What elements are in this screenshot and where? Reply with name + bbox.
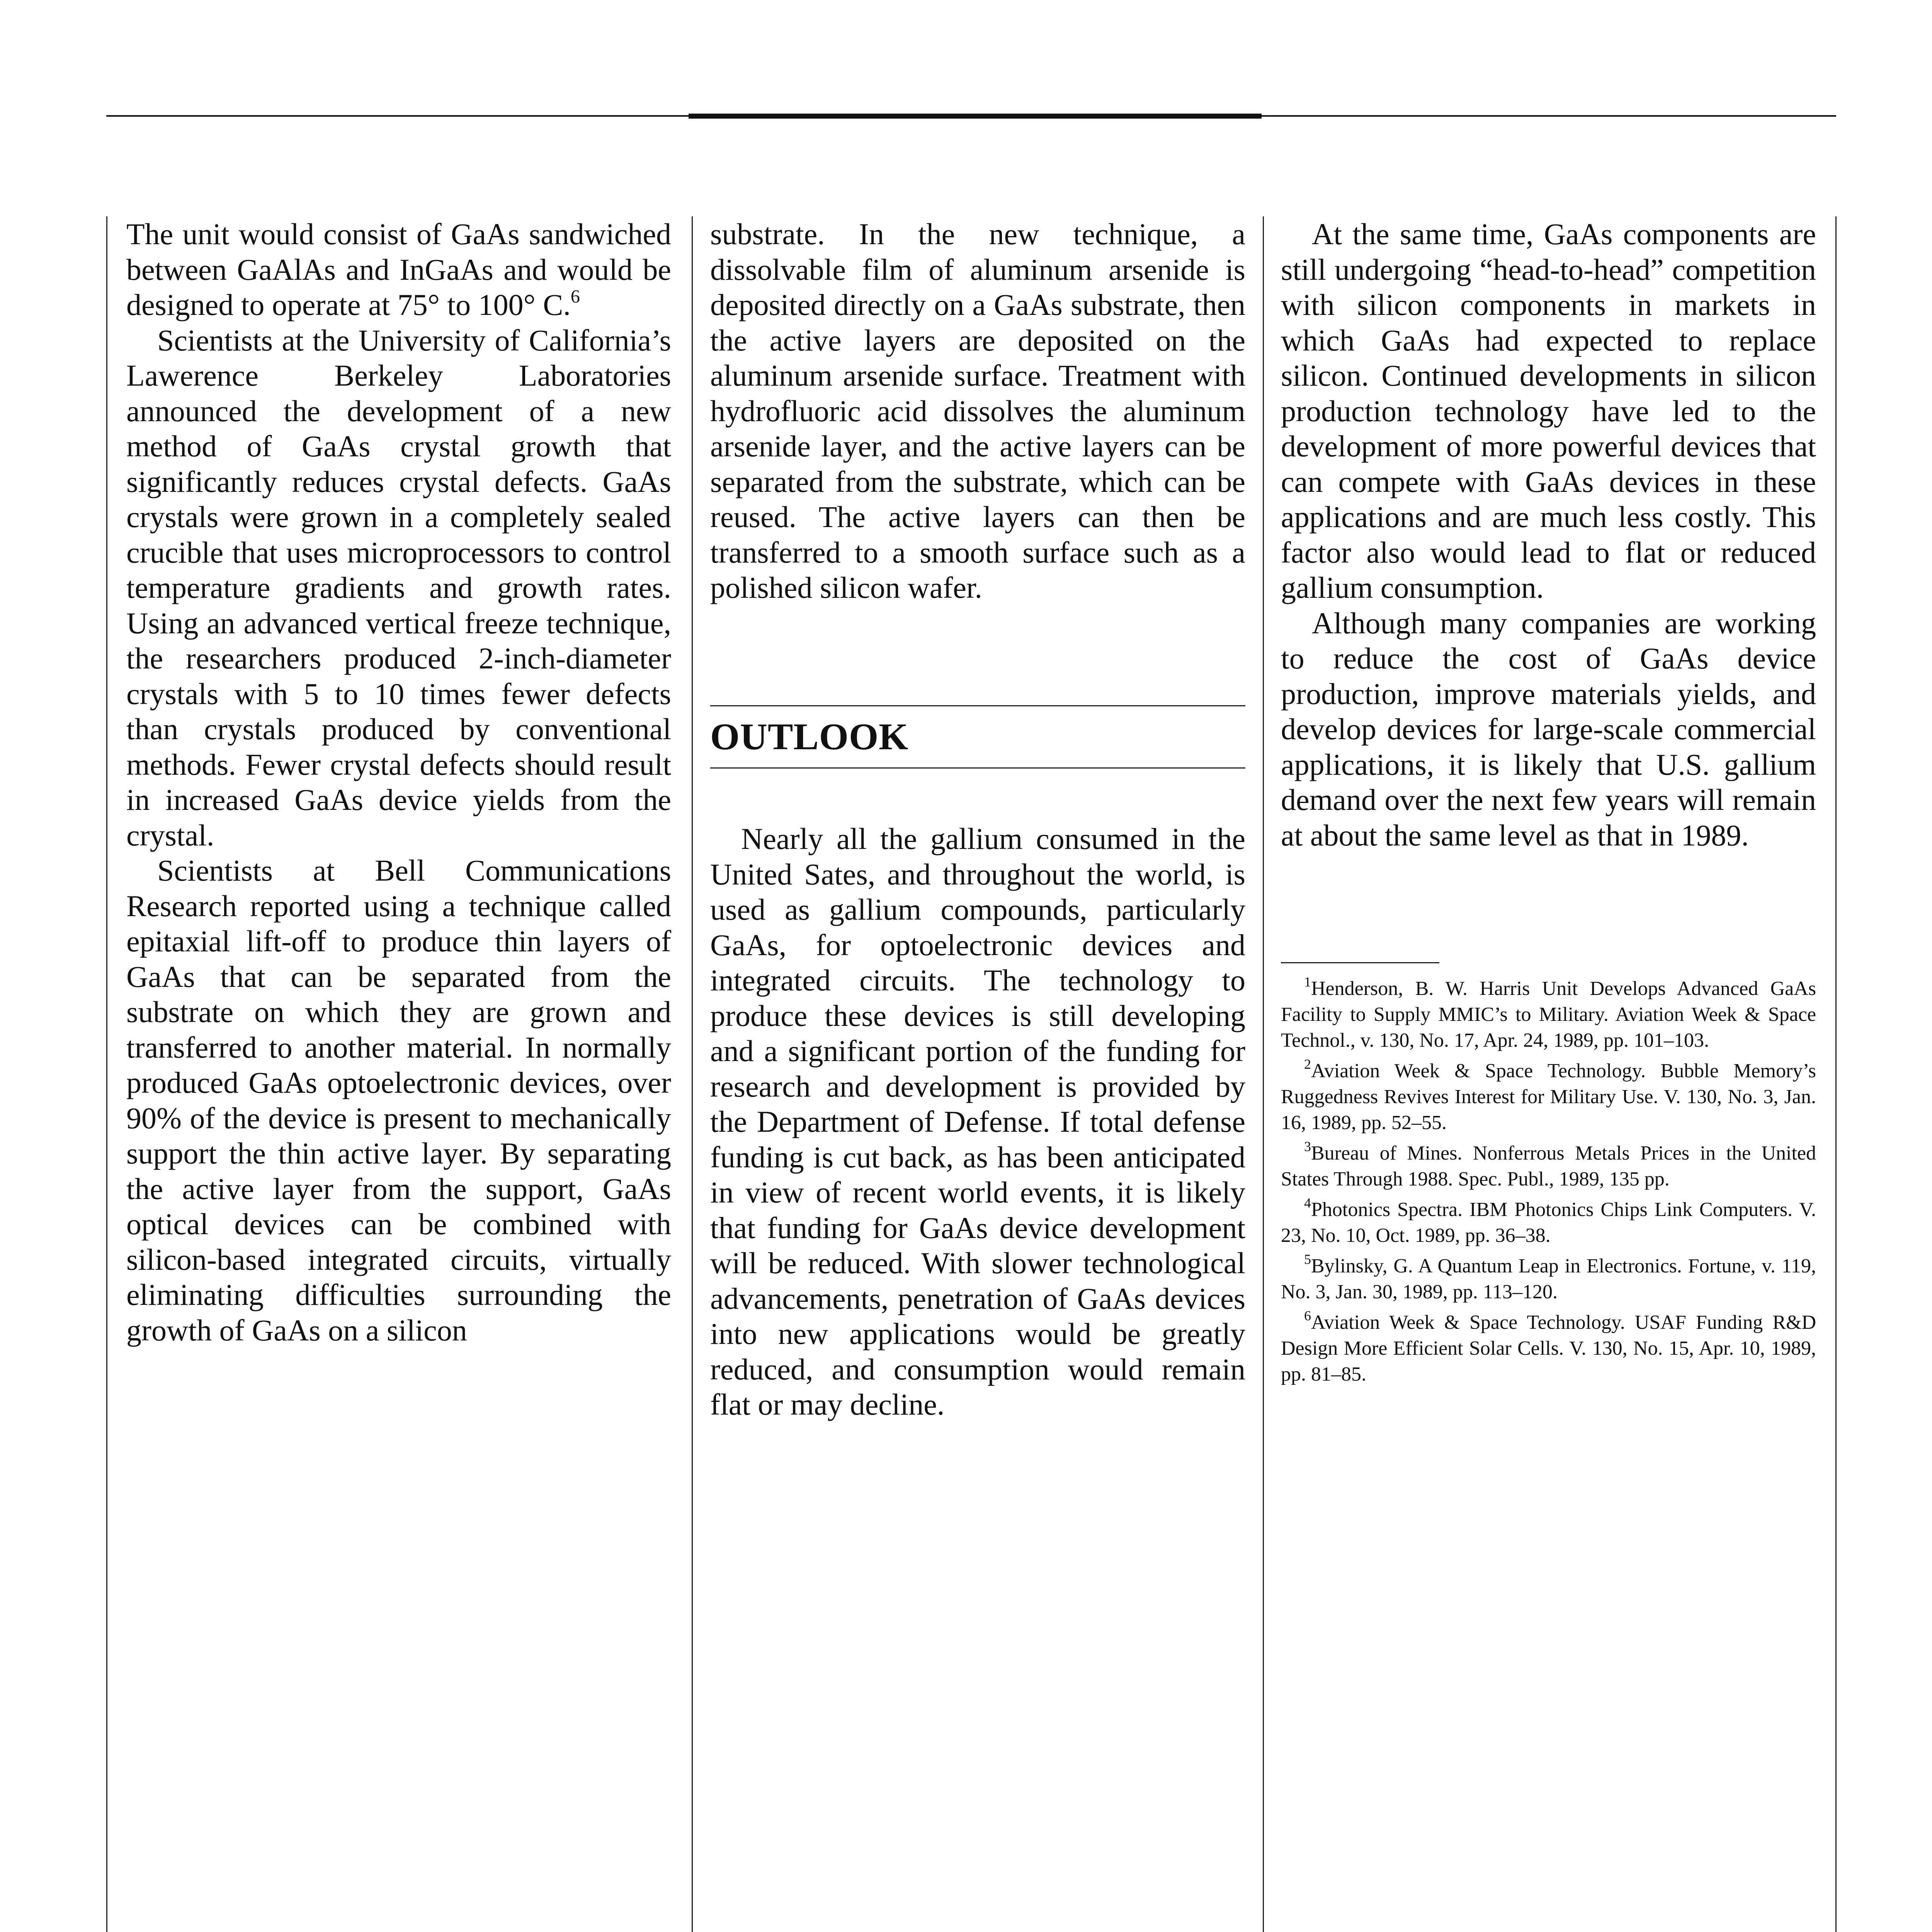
column-divider-1 (692, 216, 693, 1932)
column-2-outlook (710, 821, 1245, 1422)
outlook-heading-block (710, 705, 1245, 769)
col2-paragraph-1: substrate. In the new technique, a dissolvable film of aluminum arsenide is deposited directly on a GaAs substrate, then the active layers are deposited on the aluminum arsenide surface. Treatment with hydrofluoric acid dissolves the aluminum arsenide layer, and the active layers can be separated from the substrate, which can be reused. The active layers can then be transferred to a smooth surface such as a polished silicon wafer. (710, 217, 1245, 604)
footnote-2: $^2$Aviation Week & Space Technology. Bubble Memory’s Ruggedness Revives Interest for Military Use. V. 130, No. 3, Jan. 16, 1989, pp. 52–55. (1281, 1056, 1816, 1134)
footnote-ref-6: 6 (570, 286, 580, 307)
footnote-rule (1281, 962, 1439, 963)
footnote-4: $^4$Photonics Spectra. IBM Photonics Chips Link Computers. V. 23, No. 10, Oct. 1989, pp. 36–38. (1281, 1195, 1816, 1247)
column-1 (126, 216, 671, 1348)
footnote-6: $^6$Aviation Week & Space Technology. USAF Funding R&D Design More Efficient Solar Cells. V. 130, No. 15, Apr. 10, 1989, pp. 81–85. (1281, 1308, 1816, 1385)
col3-paragraph-2: Although many companies are working to reduce the cost of GaAs device production, improve materials yields, and develop devices for large-scale commercial applications, it is likely that U.S. gallium demand over the next few years will remain at about the same level as that in 1989. (1281, 606, 1816, 852)
right-margin-rule (1835, 216, 1837, 1932)
left-margin-rule (106, 216, 107, 1932)
column-2 (710, 216, 1245, 605)
footnote-3: $^3$Bureau of Mines. Nonferrous Metals Prices in the United States Through 1988. Spec. Publ., 1989, 135 pp. (1281, 1139, 1816, 1190)
col1-paragraph-3: Scientists at Bell Communications Research reported using a technique called epitaxial lift-off to produce thin layers of GaAs that can be separated from the substrate on which they are grown and transferred to another material. In normally produced GaAs optoelectronic devices, over 90% of the device is present to mechanically support the thin active layer. By separating the active layer from the support, GaAs optical devices can be combined with silicon-based integrated circuits, virtually eliminating difficulties surrounding the growth of GaAs on a silicon (126, 854, 671, 1347)
header-rule-thick (689, 114, 1262, 119)
heading-rule-bottom (710, 767, 1245, 769)
col3-paragraph-1: At the same time, GaAs components are still undergoing “head-to-head” competition with silicon components in markets in which GaAs had expected to replace silicon. Continued developments in silicon production technology have led to the development of more powerful devices that can compete with GaAs devices in these applications and are much less costly. This factor also would lead to flat or reduced gallium consumption. (1281, 217, 1816, 604)
footnote-5: $^5$Bylinsky, G. A Quantum Leap in Electronics. Fortune, v. 119, No. 3, Jan. 30, 1989, pp. 113–120. (1281, 1252, 1816, 1303)
column-3 (1281, 216, 1816, 853)
footnotes (1281, 976, 1816, 1392)
col1-paragraph-2: Scientists at the University of California’s Lawerence Berkeley Laboratories announced the development of a new method of GaAs crystal growth that significantly reduces crystal defects. GaAs crystals were grown in a completely sealed crucible that uses microprocessors to control temperature gradients and growth rates. Using an advanced vertical freeze technique, the researchers produced 2-inch-diameter crystals with 5 to 10 times fewer defects than crystals produced by conventional methods. Fewer crystal defects should result in increased GaAs device yields from the crystal. (126, 323, 671, 852)
column-divider-2 (1263, 216, 1264, 1932)
col1-paragraph-1: The unit would consist of GaAs sandwiched between GaAlAs and InGaAs and would be designed to operate at 75° to 100° C.$^6$ (126, 217, 671, 321)
col2-paragraph-2: Nearly all the gallium consumed in the United Sates, and throughout the world, is used as gallium compounds, particularly GaAs, for optoelectronic devices and integrated circuits. The technology to produce these devices is still developing and a significant portion of the funding for research and development is provided by the Department of Defense. If total defense funding is cut back, as has been anticipated in view of recent world events, it is likely that funding for GaAs device development will be reduced. With slower technological advancements, penetration of GaAs devices into new applications would be greatly reduced, and consumption would remain flat or may decline. (710, 822, 1245, 1421)
footnote-1: $^1$Henderson, B. W. Harris Unit Develops Advanced GaAs Facility to Supply MMIC’s to Military. Aviation Week & Space Technol., v. 130, No. 17, Apr. 24, 1989, pp. 101–103. (1281, 974, 1816, 1051)
outlook-heading: OUTLOOK (710, 716, 909, 758)
